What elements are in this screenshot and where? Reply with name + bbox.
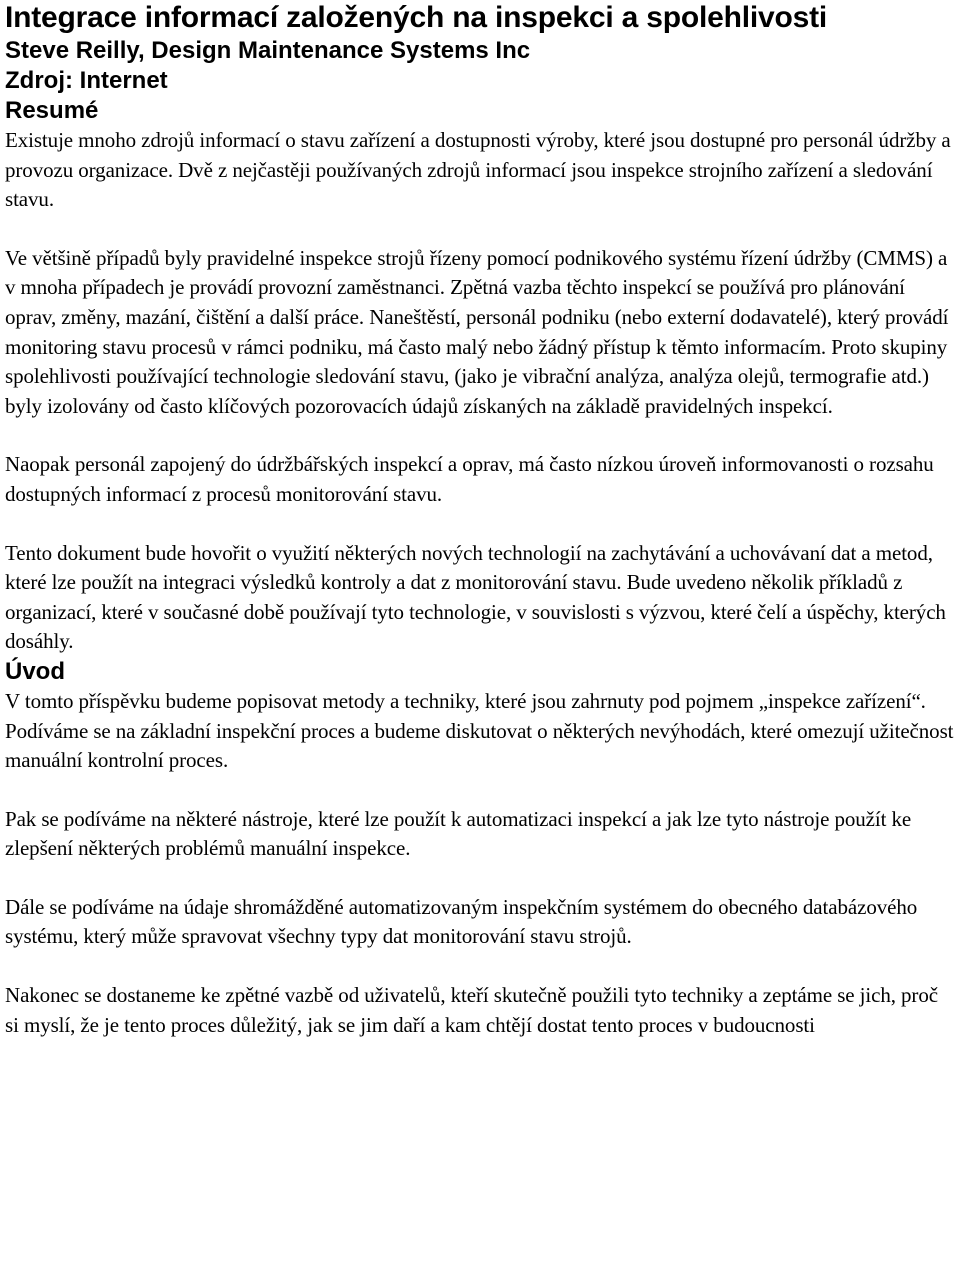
section-heading-uvod: Úvod xyxy=(5,657,65,685)
document-author: Steve Reilly, Design Maintenance Systems Inc xyxy=(5,37,531,64)
resume-paragraph: Naopak personál zapojený do údržbářských inspekcí a oprav, má často nízkou úroveň informovanosti o rozsahu dostupných informací z procesů monitorování stavu. xyxy=(5,452,934,506)
uvod-paragraph: Nakonec se dostaneme ke zpětné vazbě od uživatelů, kteří skutečně použili tyto techniky a zeptáme se jich, proč si myslí, že je tento proces důležitý, jak se jim daří a kam chtějí dostat tento proces v budoucnosti xyxy=(5,983,938,1037)
resume-paragraph: Ve většině případů byly pravidelné inspekce strojů řízeny pomocí podnikového systému řízení údržby (CMMS) a v mnoha případech je provádí provozní zaměstnanci. Zpětná vazba těchto inspekcí se používá pro plánování oprav, změny, mazání, čištění a další práce. Naneštěstí, personál podniku (nebo externí dodavatelé), který provádí monitoring stavu procesů v rámci podniku, má často malý nebo žádný přístup k těmto informacím. Proto skupiny spolehlivosti používající technologie sledování stavu, (jako je vibrační analýza, analýza olejů, termografie atd.) byly izolovány od často klíčových pozorovacích údajů získaných na základě pravidelných inspekcí. xyxy=(5,245,949,418)
resume-paragraph: Tento dokument bude hovořit o využití některých nových technologií na zachytávání a uchovávaní dat a metod, které lze použít na integraci výsledků kontroly a dat z monitorování stavu. Bude uvedeno několik příkladů z organizací, které v současné době používají tyto technologie, v souvislosti s výzvou, které čelí a úspěchy, kterých dosáhly. xyxy=(5,540,946,654)
document-title: Integrace informací založených na inspekci a spolehlivosti xyxy=(5,1,827,34)
resume-paragraph: Existuje mnoho zdrojů informací o stavu zařízení a dostupnosti výroby, které jsou dostupné pro personál údržby a provozu organizace. Dvě z nejčastěji používaných zdrojů informací jsou inspekce strojního zařízení a sledování stavu. xyxy=(5,128,951,212)
document-page xyxy=(5,0,955,1040)
section-heading-resume: Resumé xyxy=(5,97,99,124)
uvod-paragraph: Pak se podíváme na některé nástroje, které lze použít k automatizaci inspekcí a jak lze tyto nástroje použít ke zlepšení některých problémů manuální inspekce. xyxy=(5,806,912,861)
uvod-paragraph: V tomto příspěvku budeme popisovat metody a techniky, které jsou zahrnuty pod pojmem „inspekce zařízení“. Podíváme se na základní inspekční proces a budeme diskutovat o některých nevýhodách, které omezují užitečnost manuální kontrolní proces. xyxy=(5,688,954,773)
document-source: Zdroj: Internet xyxy=(5,67,168,94)
uvod-paragraph: Dále se podíváme na údaje shromážděné automatizovaným inspekčním systémem do obecného databázového systému, který může spravovat všechny typy dat monitorování stavu strojů. xyxy=(5,894,918,949)
